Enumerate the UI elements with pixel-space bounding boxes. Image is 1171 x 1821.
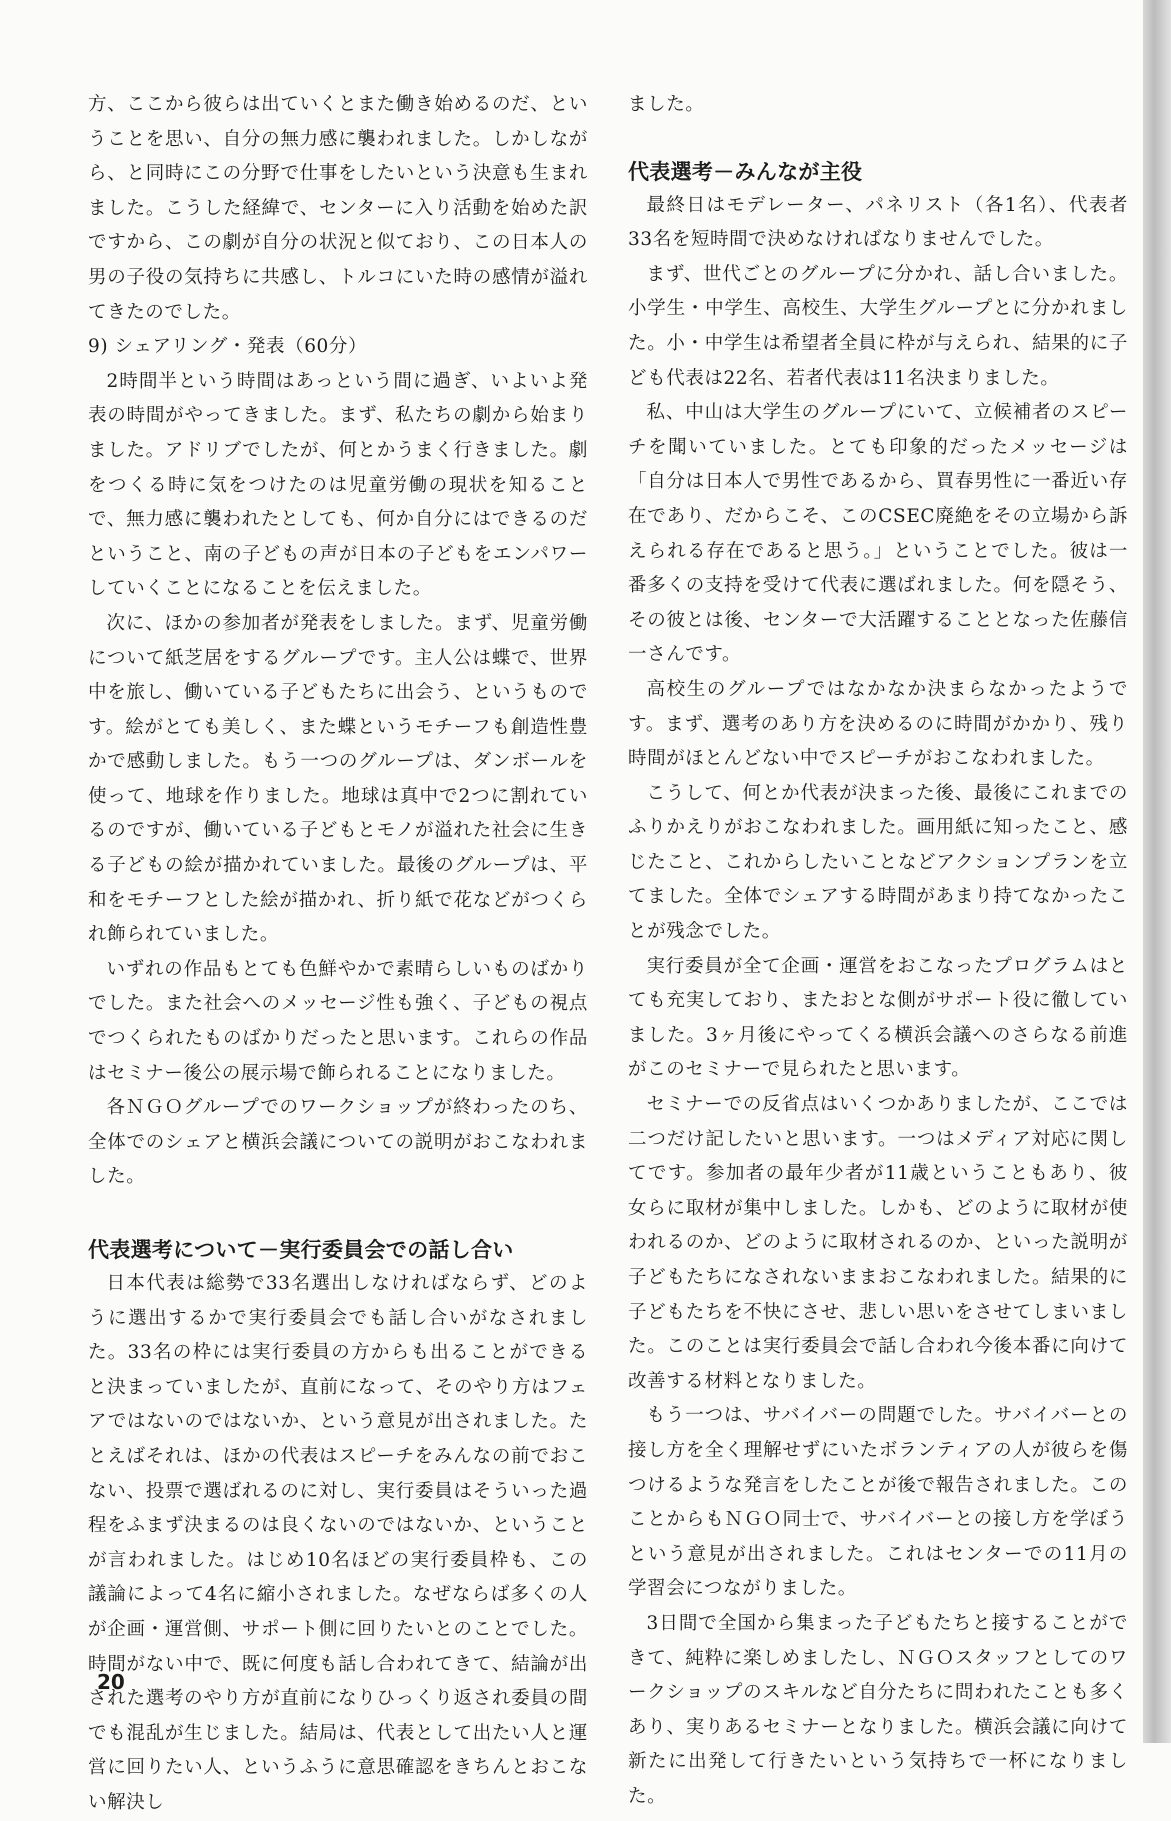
paragraph-continuation: ました。 bbox=[628, 94, 705, 115]
section-heading: 代表選考について－実行委員会での話し合い bbox=[88, 1238, 514, 1262]
section-subheading: 9) シェアリング・発表（60分） bbox=[88, 336, 368, 358]
page-edge-shadow bbox=[1143, 0, 1171, 1743]
paragraph: 2時間半という時間はあっという間に過ぎ、いよいよ発表の時間がやってきました。まず、私たちの劇から始まりました。アドリブでしたが、何とかうまく行きました。劇をつくる時に気をつけたのは児童労働の現状を知ることで、無力感に襲われたとしても、何か自分にはできるのだということ、南の子どもの声が日本の子どもをエンパワーしていくことになることを伝えました。 bbox=[88, 370, 588, 600]
paragraph: まず、世代ごとのグループに分かれ、話し合いました。小学生・中学生、高校生、大学生グループとに分かれました。小・中学生は希望者全員に枠が与えられ、結果的に子ども代表は22名、若者代表は11名決まりました。 bbox=[628, 263, 1128, 389]
section-heading: 代表選考－みんなが主役 bbox=[628, 159, 863, 184]
paragraph: 私、中山は大学生のグループにいて、立候補者のスピーチを聞いていました。とても印象的だったメッセージは「自分は日本人で男性であるから、買春男性に一番近い存在であり、だからこそ、このCSEC廃絶をその立場から訴えられる存在であると思う。」ということでした。彼は一番多くの支持を受けて代表に選ばれました。何を隠そう、その彼とは後、センターで大活躍することとなった佐藤信一さんです。 bbox=[628, 402, 1128, 666]
paragraph: 3日間で全国から集まった子どもたちと接することができて、純粋に楽しめましたし、ＮＧＯスタッフとしてのワークショップのスキルなど自分たちに問われたことも多くあり、実りあるセミナーとなりました。横浜会議に向けて新たに出発して行きたいという気持ちで一杯になりました。 bbox=[628, 1612, 1128, 1807]
paragraph: いずれの作品もとても色鮮やかで素晴らしいものばかりでした。また社会へのメッセージ性も強く、子どもの視点でつくられたものばかりだったと思います。これらの作品はセミナー後公の展示場で飾られることになりました。 bbox=[88, 958, 588, 1084]
paragraph: 最終日はモデレーター、パネリスト（各1名）、代表者33名を短時間で決めなければなりませんでした。 bbox=[628, 194, 1128, 251]
paragraph: 実行委員が全て企画・運営をおこなったプログラムはとても充実しており、またおとな側がサポート役に徹していました。3ヶ月後にやってくる横浜会議へのさらなる前進がこのセミナーで見られたと思います。 bbox=[628, 955, 1128, 1081]
paragraph: 方、ここから彼らは出ていくとまた働き始めるのだ、ということを思い、自分の無力感に襲われました。しかしながら、と同時にこの分野で仕事をしたいという決意も生まれました。こうした経緯で、センターに入り活動を始めた訳ですから、この劇が自分の状況と似ており、この日本人の男の子役の気持ちに共感し、トルコにいた時の感情が溢れてきたのでした。 bbox=[88, 94, 588, 323]
paragraph: 各ＮＧＯグループでのワークショップが終わったのち、全体でのシェアと横浜会議についての説明がおこなわれました。 bbox=[88, 1097, 588, 1188]
paragraph: 次に、ほかの参加者が発表をしました。まず、児童労働について紙芝居をするグループです。主人公は蝶で、世界中を旅し、働いている子どもたちに出会う、というものです。絵がとても美しく、また蝶というモチーフも創造性豊かで感動しました。もう一つのグループは、ダンボールを使って、地球を作りました。地球は真中で2つに割れているのですが、働いている子どもとモノが溢れた社会に生きる子どもの絵が描かれていました。最後のグループは、平和をモチーフとした絵が描かれ、折り紙で花などがつくられ飾られていました。 bbox=[88, 612, 588, 946]
paragraph: セミナーでの反省点はいくつかありましたが、ここでは二つだけ記したいと思います。一つはメディア対応に関してです。参加者の最年少者が11歳ということもあり、彼女らに取材が集中しました。しかも、どのように取材が使われるのか、どのように取材されるのか、といった説明が子どもたちになされないままおこなわれました。結果的に子どもたちを不快にさせ、悲しい思いをさせてしまいました。このことは実行委員会で話し合われ今後本番に向けて改善する材料となりました。 bbox=[628, 1094, 1128, 1392]
right-column bbox=[628, 88, 1128, 1815]
page-number: 20 bbox=[97, 1670, 125, 1694]
paragraph: もう一つは、サバイバーの問題でした。サバイバーとの接し方を全く理解せずにいたボランティアの人が彼らを傷つけるような発言をしたことが後で報告されました。このことからもＮＧＯ同士で、サバイバーとの接し方を学ぼうという意見が出されました。これはセンターでの11月の学習会につながりました。 bbox=[628, 1405, 1128, 1600]
paragraph: こうして、何とか代表が決まった後、最後にこれまでのふりかえりがおこなわれました。画用紙に知ったこと、感じたこと、これからしたいことなどアクションプランを立てました。全体でシェアする時間があまり持てなかったことが残念でした。 bbox=[628, 782, 1128, 943]
left-column bbox=[88, 88, 588, 1821]
paragraph: 高校生のグループではなかなか決まらなかったようです。まず、選考のあり方を決めるのに時間がかかり、残り時間がほとんどない中でスピーチがおこなわれました。 bbox=[628, 678, 1128, 770]
paragraph: 日本代表は総勢で33名選出しなければならず、どのように選出するかで実行委員会でも話し合いがなされました。33名の枠には実行委員の方からも出ることができると決まっていましたが、直前になって、そのやり方はフェアではないのではないか、という意見が出されました。たとえばそれは、ほかの代表はスピーチをみんなの前でおこない、投票で選ばれるのに対し、実行委員はそういった過程をふまず決まるのは良くないのではないか、ということが言われました。はじめ10名ほどの実行委員枠も、この議論によって4名に縮小されました。なぜならば多くの人が企画・運営側、サポート側に回りたいとのことでした。時間がない中で、既に何度も話し合われてきて、結論が出された選考のやり方が直前になりひっくり返され委員の間でも混乱が生じました。結局は、代表として出たい人と運営に回りたい人、というふうに意思確認をきちんとおこない解決し bbox=[88, 1273, 588, 1813]
